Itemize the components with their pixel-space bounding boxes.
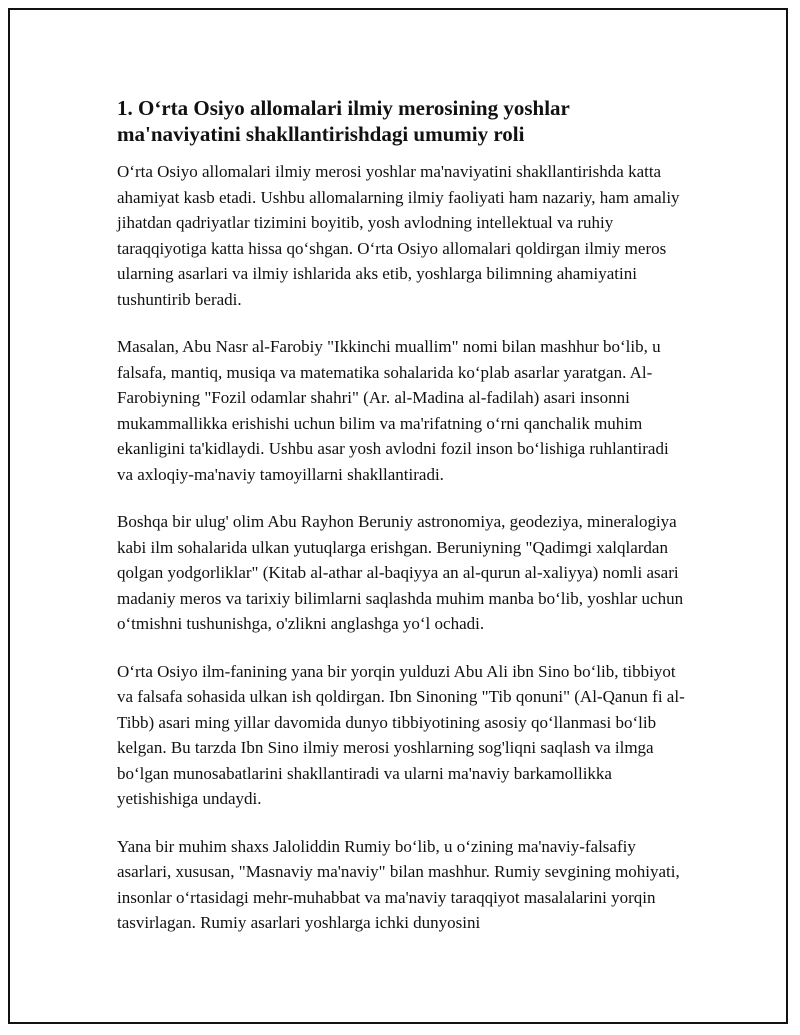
paragraph-3: Boshqa bir ulug' olim Abu Rayhon Beruniy astronomiya, geodeziya, mineralogiya kabi ilm sohalarida ulkan yutuqlarga erishgan. Beruniyning "Qadimgi xalqlardan qolgan yodgorliklar" (Kitab al-athar al-baqiyya an al-qurun al-xaliyya) nomli asari madaniy meros va tarixiy bilimlarni saqlashda muhim manba bo‘lib, yoshlar uchun o‘tmishni tushunishga, o'zlikni anglashga yo‘l ochadi. [117,512,684,633]
section-heading: 1. O‘rta Osiyo allomalari ilmiy merosining yoshlar ma'naviyatini shakllantirishdagi umumiy roli [117,96,570,146]
paragraph-1: O‘rta Osiyo allomalari ilmiy merosi yoshlar ma'naviyatini shakllantirishda katta ahamiyat kasb etadi. Ushbu allomalarning ilmiy faoliyati ham nazariy, ham amaliy jihatdan qadriyatlar tizimini boyitib, yosh avlodning intellektual va ruhiy taraqqiyotiga katta hissa qo‘shgan. O‘rta Osiyo allomalari qoldirgan ilmiy meros ularning asarlari va ilmiy ishlarida aks etib, yoshlarga bilimning ahamiyatini tushuntirib beradi. [117,162,680,309]
document-content [117,95,687,958]
paragraph-4: O‘rta Osiyo ilm-fanining yana bir yorqin yulduzi Abu Ali ibn Sino bo‘lib, tibbiyot va falsafa sohasida ulkan ish qoldirgan. Ibn Sinoning "Tib qonuni" (Al-Qanun fi al-Tibb) asari ming yillar davomida dunyo tibbiyotining asosiy qo‘llanmasi bo‘lib kelgan. Bu tarzda Ibn Sino ilmiy merosi yoshlarning sog'liqni saqlash va ilmga bo‘lgan munosabatlarini shakllantiradi va ularni ma'naviy barkamollikka yetishishiga undaydi. [117,661,685,808]
paragraph-5: Yana bir muhim shaxs Jaloliddin Rumiy bo‘lib, u o‘zining ma'naviy-falsafiy asarlari, xususan, "Masnaviy ma'naviy" bilan mashhur. Rumiy sevgining mohiyati, insonlar o‘rtasidagi mehr-muhabbat va ma'naviy taraqqiyot masalalarini yorqin tasvirlagan. Rumiy asarlari yoshlarga ichki dunyosini [117,836,680,932]
paragraph-2: Masalan, Abu Nasr al-Farobiy "Ikkinchi muallim" nomi bilan mashhur bo‘lib, u falsafa, mantiq, musiqa va matematika sohalarida ko‘plab asarlar yaratgan. Al-Farobiyning "Fozil odamlar shahri" (Ar. al-Madina al-fadilah) asari insonni mukammallikka erishishi uchun bilim va ma'rifatning o‘rni qanchalik muhim ekanligini ta'kidlaydi. Ushbu asar yosh avlodni fozil inson bo‘lishiga ruhlantiradi va axloqiy-ma'naviy tamoyillarni shakllantiradi. [117,337,669,484]
